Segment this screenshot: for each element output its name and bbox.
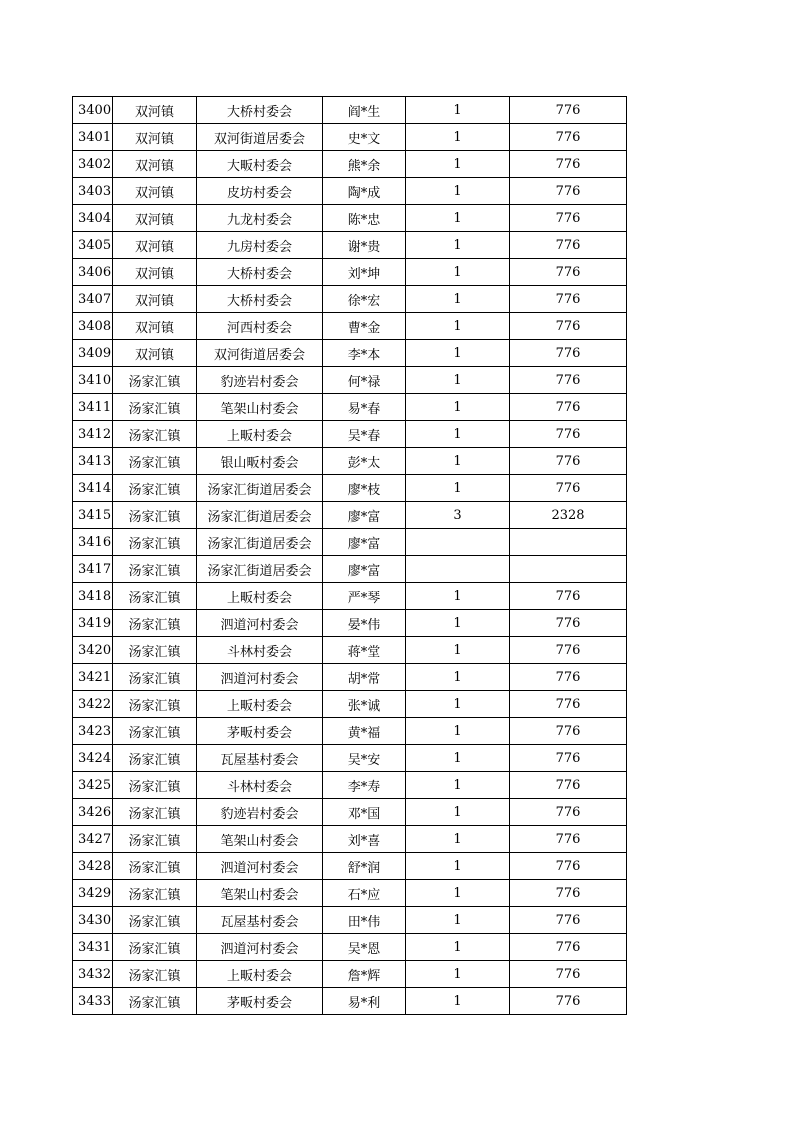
town-cell: 汤家汇镇 <box>113 448 197 475</box>
person-name-cell: 石*应 <box>323 880 406 907</box>
village-committee-cell: 泗道河村委会 <box>197 664 323 691</box>
serial-number-cell: 3410 <box>73 367 113 394</box>
count-cell: 3 <box>406 502 510 529</box>
village-committee-cell: 汤家汇街道居委会 <box>197 502 323 529</box>
amount-cell <box>510 556 627 583</box>
amount-cell: 776 <box>510 610 627 637</box>
village-committee-cell: 汤家汇街道居委会 <box>197 529 323 556</box>
serial-number-cell: 3422 <box>73 691 113 718</box>
count-cell: 1 <box>406 367 510 394</box>
table-row <box>73 988 627 1015</box>
table-row <box>73 907 627 934</box>
person-name-cell: 阎*生 <box>323 97 406 124</box>
count-cell: 1 <box>406 610 510 637</box>
table-row <box>73 556 627 583</box>
amount-cell: 776 <box>510 691 627 718</box>
town-cell: 双河镇 <box>113 97 197 124</box>
person-name-cell: 舒*润 <box>323 853 406 880</box>
town-cell: 汤家汇镇 <box>113 934 197 961</box>
count-cell: 1 <box>406 880 510 907</box>
count-cell <box>406 556 510 583</box>
person-name-cell: 易*利 <box>323 988 406 1015</box>
village-committee-cell: 上畈村委会 <box>197 961 323 988</box>
table-row <box>73 124 627 151</box>
amount-cell: 776 <box>510 340 627 367</box>
serial-number-cell: 3401 <box>73 124 113 151</box>
serial-number-cell: 3405 <box>73 232 113 259</box>
person-name-cell: 李*本 <box>323 340 406 367</box>
person-name-cell: 詹*辉 <box>323 961 406 988</box>
count-cell: 1 <box>406 718 510 745</box>
table-row <box>73 205 627 232</box>
serial-number-cell: 3403 <box>73 178 113 205</box>
serial-number-cell: 3425 <box>73 772 113 799</box>
village-committee-cell: 汤家汇街道居委会 <box>197 556 323 583</box>
town-cell: 汤家汇镇 <box>113 664 197 691</box>
count-cell: 1 <box>406 340 510 367</box>
person-name-cell: 刘*喜 <box>323 826 406 853</box>
person-name-cell: 熊*余 <box>323 151 406 178</box>
serial-number-cell: 3421 <box>73 664 113 691</box>
records-table-body <box>73 97 627 1015</box>
town-cell: 双河镇 <box>113 124 197 151</box>
serial-number-cell: 3417 <box>73 556 113 583</box>
table-row <box>73 475 627 502</box>
village-committee-cell: 斗林村委会 <box>197 772 323 799</box>
count-cell: 1 <box>406 205 510 232</box>
table-row <box>73 340 627 367</box>
village-committee-cell: 笔架山村委会 <box>197 394 323 421</box>
town-cell: 汤家汇镇 <box>113 529 197 556</box>
count-cell: 1 <box>406 907 510 934</box>
amount-cell: 776 <box>510 313 627 340</box>
amount-cell: 776 <box>510 394 627 421</box>
count-cell <box>406 529 510 556</box>
table-row <box>73 772 627 799</box>
town-cell: 汤家汇镇 <box>113 745 197 772</box>
serial-number-cell: 3423 <box>73 718 113 745</box>
table-row <box>73 664 627 691</box>
serial-number-cell: 3407 <box>73 286 113 313</box>
table-row <box>73 961 627 988</box>
table-row <box>73 259 627 286</box>
amount-cell: 776 <box>510 988 627 1015</box>
village-committee-cell: 泗道河村委会 <box>197 934 323 961</box>
amount-cell: 776 <box>510 826 627 853</box>
village-committee-cell: 瓦屋基村委会 <box>197 907 323 934</box>
town-cell: 汤家汇镇 <box>113 421 197 448</box>
person-name-cell: 邓*国 <box>323 799 406 826</box>
serial-number-cell: 3414 <box>73 475 113 502</box>
count-cell: 1 <box>406 313 510 340</box>
serial-number-cell: 3409 <box>73 340 113 367</box>
town-cell: 汤家汇镇 <box>113 502 197 529</box>
town-cell: 汤家汇镇 <box>113 799 197 826</box>
village-committee-cell: 大桥村委会 <box>197 259 323 286</box>
serial-number-cell: 3408 <box>73 313 113 340</box>
serial-number-cell: 3430 <box>73 907 113 934</box>
serial-number-cell: 3412 <box>73 421 113 448</box>
town-cell: 汤家汇镇 <box>113 610 197 637</box>
amount-cell: 776 <box>510 583 627 610</box>
amount-cell: 776 <box>510 907 627 934</box>
amount-cell: 776 <box>510 124 627 151</box>
town-cell: 汤家汇镇 <box>113 772 197 799</box>
table-row <box>73 826 627 853</box>
table-row <box>73 232 627 259</box>
village-committee-cell: 上畈村委会 <box>197 691 323 718</box>
person-name-cell: 严*琴 <box>323 583 406 610</box>
table-row <box>73 97 627 124</box>
village-committee-cell: 大桥村委会 <box>197 286 323 313</box>
village-committee-cell: 银山畈村委会 <box>197 448 323 475</box>
town-cell: 汤家汇镇 <box>113 583 197 610</box>
table-row <box>73 313 627 340</box>
count-cell: 1 <box>406 124 510 151</box>
serial-number-cell: 3429 <box>73 880 113 907</box>
amount-cell: 776 <box>510 151 627 178</box>
count-cell: 1 <box>406 583 510 610</box>
serial-number-cell: 3420 <box>73 637 113 664</box>
person-name-cell: 陈*忠 <box>323 205 406 232</box>
amount-cell: 776 <box>510 934 627 961</box>
count-cell: 1 <box>406 394 510 421</box>
count-cell: 1 <box>406 178 510 205</box>
person-name-cell: 史*文 <box>323 124 406 151</box>
serial-number-cell: 3416 <box>73 529 113 556</box>
town-cell: 汤家汇镇 <box>113 718 197 745</box>
records-table <box>72 96 627 1015</box>
amount-cell: 776 <box>510 421 627 448</box>
town-cell: 双河镇 <box>113 232 197 259</box>
person-name-cell: 徐*宏 <box>323 286 406 313</box>
village-committee-cell: 瓦屋基村委会 <box>197 745 323 772</box>
table-row <box>73 394 627 421</box>
town-cell: 汤家汇镇 <box>113 988 197 1015</box>
village-committee-cell: 河西村委会 <box>197 313 323 340</box>
amount-cell: 776 <box>510 205 627 232</box>
table-row <box>73 637 627 664</box>
village-committee-cell: 泗道河村委会 <box>197 610 323 637</box>
serial-number-cell: 3426 <box>73 799 113 826</box>
count-cell: 1 <box>406 691 510 718</box>
serial-number-cell: 3418 <box>73 583 113 610</box>
table-row <box>73 529 627 556</box>
person-name-cell: 蒋*堂 <box>323 637 406 664</box>
count-cell: 1 <box>406 232 510 259</box>
table-row <box>73 367 627 394</box>
count-cell: 1 <box>406 934 510 961</box>
count-cell: 1 <box>406 799 510 826</box>
table-row <box>73 691 627 718</box>
village-committee-cell: 双河街道居委会 <box>197 340 323 367</box>
person-name-cell: 陶*成 <box>323 178 406 205</box>
amount-cell: 776 <box>510 367 627 394</box>
serial-number-cell: 3419 <box>73 610 113 637</box>
count-cell: 1 <box>406 259 510 286</box>
table-row <box>73 151 627 178</box>
table-row <box>73 880 627 907</box>
town-cell: 汤家汇镇 <box>113 394 197 421</box>
amount-cell: 776 <box>510 475 627 502</box>
serial-number-cell: 3406 <box>73 259 113 286</box>
serial-number-cell: 3428 <box>73 853 113 880</box>
count-cell: 1 <box>406 97 510 124</box>
person-name-cell: 黄*福 <box>323 718 406 745</box>
person-name-cell: 何*禄 <box>323 367 406 394</box>
serial-number-cell: 3415 <box>73 502 113 529</box>
person-name-cell: 田*伟 <box>323 907 406 934</box>
table-row <box>73 448 627 475</box>
amount-cell: 776 <box>510 97 627 124</box>
serial-number-cell: 3411 <box>73 394 113 421</box>
count-cell: 1 <box>406 745 510 772</box>
person-name-cell: 吴*春 <box>323 421 406 448</box>
amount-cell: 776 <box>510 853 627 880</box>
person-name-cell: 廖*富 <box>323 502 406 529</box>
count-cell: 1 <box>406 448 510 475</box>
serial-number-cell: 3427 <box>73 826 113 853</box>
village-committee-cell: 斗林村委会 <box>197 637 323 664</box>
table-row <box>73 745 627 772</box>
village-committee-cell: 双河街道居委会 <box>197 124 323 151</box>
table-row <box>73 178 627 205</box>
amount-cell: 776 <box>510 232 627 259</box>
table-row <box>73 502 627 529</box>
amount-cell: 776 <box>510 799 627 826</box>
person-name-cell: 易*春 <box>323 394 406 421</box>
person-name-cell: 曹*金 <box>323 313 406 340</box>
count-cell: 1 <box>406 826 510 853</box>
town-cell: 汤家汇镇 <box>113 826 197 853</box>
count-cell: 1 <box>406 475 510 502</box>
town-cell: 汤家汇镇 <box>113 853 197 880</box>
amount-cell: 2328 <box>510 502 627 529</box>
village-committee-cell: 上畈村委会 <box>197 583 323 610</box>
village-committee-cell: 皮坊村委会 <box>197 178 323 205</box>
serial-number-cell: 3432 <box>73 961 113 988</box>
town-cell: 双河镇 <box>113 259 197 286</box>
amount-cell: 776 <box>510 961 627 988</box>
count-cell: 1 <box>406 664 510 691</box>
town-cell: 双河镇 <box>113 151 197 178</box>
table-row <box>73 799 627 826</box>
village-committee-cell: 上畈村委会 <box>197 421 323 448</box>
table-row <box>73 583 627 610</box>
person-name-cell: 吴*安 <box>323 745 406 772</box>
amount-cell: 776 <box>510 745 627 772</box>
person-name-cell: 廖*富 <box>323 556 406 583</box>
amount-cell: 776 <box>510 259 627 286</box>
town-cell: 双河镇 <box>113 313 197 340</box>
count-cell: 1 <box>406 151 510 178</box>
count-cell: 1 <box>406 988 510 1015</box>
person-name-cell: 彭*太 <box>323 448 406 475</box>
amount-cell: 776 <box>510 880 627 907</box>
serial-number-cell: 3433 <box>73 988 113 1015</box>
person-name-cell: 晏*伟 <box>323 610 406 637</box>
serial-number-cell: 3400 <box>73 97 113 124</box>
count-cell: 1 <box>406 286 510 313</box>
serial-number-cell: 3424 <box>73 745 113 772</box>
town-cell: 汤家汇镇 <box>113 691 197 718</box>
village-committee-cell: 豹迹岩村委会 <box>197 367 323 394</box>
town-cell: 汤家汇镇 <box>113 556 197 583</box>
serial-number-cell: 3431 <box>73 934 113 961</box>
amount-cell: 776 <box>510 637 627 664</box>
serial-number-cell: 3404 <box>73 205 113 232</box>
village-committee-cell: 大桥村委会 <box>197 97 323 124</box>
count-cell: 1 <box>406 421 510 448</box>
table-row <box>73 718 627 745</box>
person-name-cell: 廖*富 <box>323 529 406 556</box>
village-committee-cell: 笔架山村委会 <box>197 880 323 907</box>
amount-cell: 776 <box>510 448 627 475</box>
amount-cell: 776 <box>510 664 627 691</box>
town-cell: 双河镇 <box>113 205 197 232</box>
village-committee-cell: 九房村委会 <box>197 232 323 259</box>
town-cell: 汤家汇镇 <box>113 907 197 934</box>
amount-cell: 776 <box>510 178 627 205</box>
village-committee-cell: 九龙村委会 <box>197 205 323 232</box>
count-cell: 1 <box>406 853 510 880</box>
village-committee-cell: 汤家汇街道居委会 <box>197 475 323 502</box>
count-cell: 1 <box>406 961 510 988</box>
town-cell: 汤家汇镇 <box>113 475 197 502</box>
count-cell: 1 <box>406 772 510 799</box>
town-cell: 双河镇 <box>113 286 197 313</box>
serial-number-cell: 3413 <box>73 448 113 475</box>
person-name-cell: 廖*枝 <box>323 475 406 502</box>
town-cell: 汤家汇镇 <box>113 880 197 907</box>
village-committee-cell: 茅畈村委会 <box>197 718 323 745</box>
table-row <box>73 853 627 880</box>
village-committee-cell: 泗道河村委会 <box>197 853 323 880</box>
amount-cell: 776 <box>510 286 627 313</box>
person-name-cell: 胡*常 <box>323 664 406 691</box>
table-row <box>73 934 627 961</box>
village-committee-cell: 笔架山村委会 <box>197 826 323 853</box>
amount-cell: 776 <box>510 772 627 799</box>
amount-cell: 776 <box>510 718 627 745</box>
town-cell: 汤家汇镇 <box>113 961 197 988</box>
village-committee-cell: 大畈村委会 <box>197 151 323 178</box>
village-committee-cell: 茅畈村委会 <box>197 988 323 1015</box>
person-name-cell: 谢*贵 <box>323 232 406 259</box>
town-cell: 双河镇 <box>113 340 197 367</box>
village-committee-cell: 豹迹岩村委会 <box>197 799 323 826</box>
person-name-cell: 吴*恩 <box>323 934 406 961</box>
person-name-cell: 刘*坤 <box>323 259 406 286</box>
table-row <box>73 286 627 313</box>
town-cell: 汤家汇镇 <box>113 367 197 394</box>
serial-number-cell: 3402 <box>73 151 113 178</box>
amount-cell <box>510 529 627 556</box>
person-name-cell: 李*寿 <box>323 772 406 799</box>
count-cell: 1 <box>406 637 510 664</box>
table-row <box>73 610 627 637</box>
table-row <box>73 421 627 448</box>
town-cell: 汤家汇镇 <box>113 637 197 664</box>
person-name-cell: 张*诚 <box>323 691 406 718</box>
town-cell: 双河镇 <box>113 178 197 205</box>
